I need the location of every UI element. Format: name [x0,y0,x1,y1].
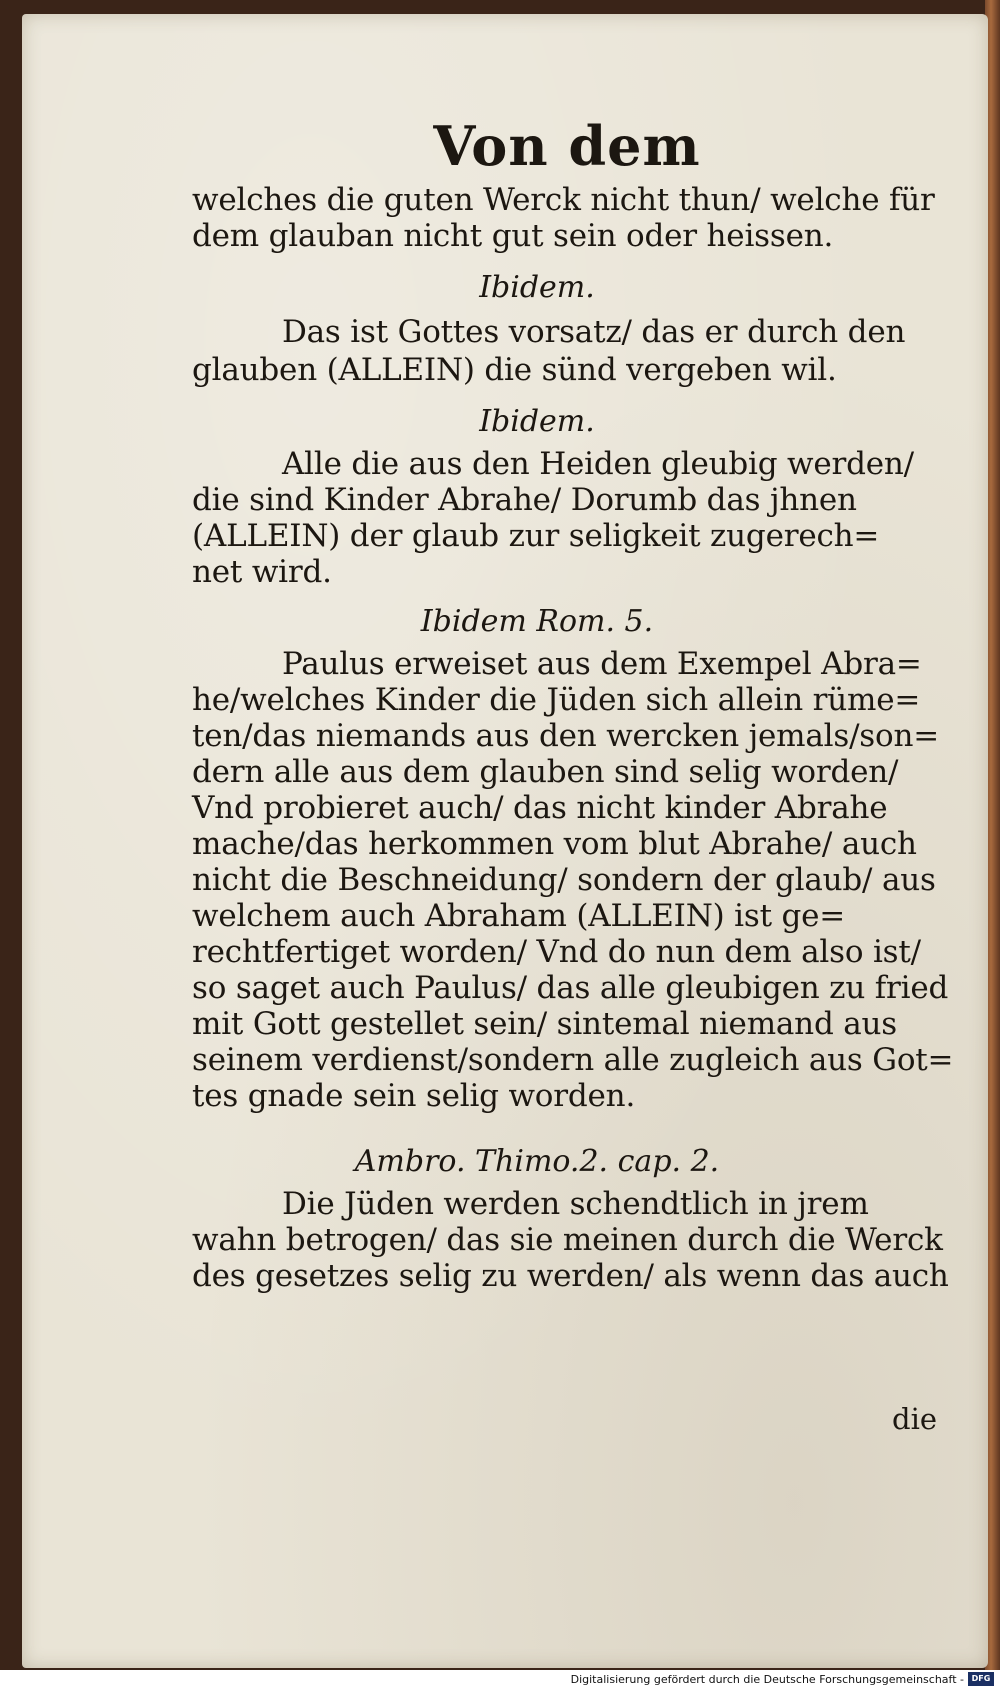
text-line: glauben (ALLEIN) die sünd vergeben wil. [192,352,837,388]
running-head: Von dem [433,114,701,178]
text-line: tes gnade sein selig worden. [192,1078,636,1114]
book-page [22,14,988,1668]
text-line: mache/das herkommen vom blut Abrahe/ auch [192,826,917,862]
dfg-logo-icon: DFG [968,1672,994,1686]
text-line: (ALLEIN) der glaub zur seligkeit zugerech= [192,518,880,554]
text-line: mit Gott gestellet sein/ sintemal niemand aus [192,1006,897,1042]
section-heading: Ibidem. [479,270,595,305]
text-line: ten/das niemands aus den wercken jemals/son= [192,718,940,754]
text-line: Vnd probieret auch/ das nicht kinder Abrahe [192,790,888,826]
text-line: die sind Kinder Abrahe/ Dorumb das jhnen [192,482,857,518]
section-heading: Ambro. Thimo.2. cap. 2. [354,1144,720,1179]
text-line: Das ist Gottes vorsatz/ das er durch den [282,314,906,350]
text-line: Die Jüden werden schendtlich in jrem [282,1186,869,1222]
text-line: seinem verdienst/sondern alle zugleich aus Got= [192,1042,954,1078]
text-line: welches die guten Werck nicht thun/ welche für [192,182,935,218]
section-heading: Ibidem Rom. 5. [420,604,654,639]
text-line: so saget auch Paulus/ das alle gleubigen zu fried [192,970,949,1006]
text-line: Alle die aus den Heiden gleubig werden/ [282,446,914,482]
text-line: welchem auch Abraham (ALLEIN) ist ge= [192,898,846,934]
text-line: des gesetzes selig zu werden/ als wenn das auch [192,1258,949,1294]
text-line: rechtfertiget worden/ Vnd do nun dem also ist/ [192,934,921,970]
text-line: nicht die Beschneidung/ sondern der glaub/ aus [192,862,936,898]
text-line: Paulus erweiset aus dem Exempel Abra= [282,646,922,682]
text-line: dern alle aus dem glauben sind selig worden/ [192,754,899,790]
text-line: wahn betrogen/ das sie meinen durch die Werck [192,1222,943,1258]
text-line: dem glauban nicht gut sein oder heissen. [192,218,834,254]
digitization-credit: Digitalisierung gefördert durch die Deutsche Forschungsgemeinschaft - [570,1673,964,1686]
section-heading: Ibidem. [479,404,595,439]
catchword: die [892,1402,938,1436]
text-line: he/welches Kinder die Jüden sich allein rüme= [192,682,921,718]
text-line: net wird. [192,554,332,590]
